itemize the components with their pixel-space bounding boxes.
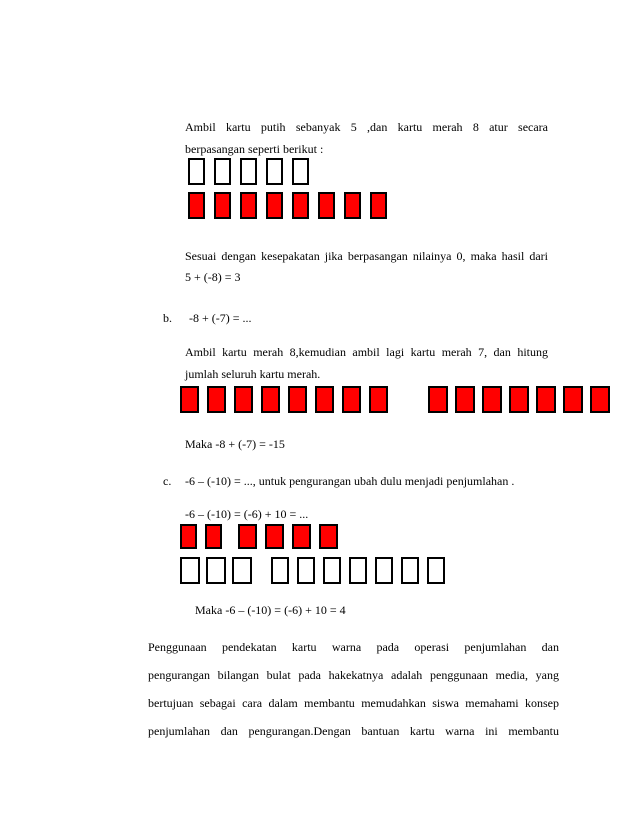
white-card [232, 557, 252, 584]
red-card [238, 524, 257, 549]
white-card [240, 158, 257, 185]
white-card [214, 158, 231, 185]
white-card [427, 557, 445, 584]
white-card [292, 158, 309, 185]
white-card [297, 557, 315, 584]
part-c-result: Maka -6 – (-10) = (-6) + 10 = 4 [195, 603, 346, 617]
red-cards-group-1 [180, 524, 222, 549]
red-card [590, 386, 610, 413]
red-card [180, 524, 197, 549]
white-card [401, 557, 419, 584]
white-cards-row [188, 158, 309, 185]
part-b-question: -8 + (-7) = ... [189, 311, 252, 325]
red-card [292, 524, 311, 549]
part-c-marker: c. [163, 474, 172, 488]
white-card [188, 158, 205, 185]
part-c-conversion: -6 – (-10) = (-6) + 10 = ... [185, 507, 309, 521]
red-card [205, 524, 222, 549]
red-card [428, 386, 448, 413]
part-a-instruction-line1: Ambil kartu putih sebanyak 5 ,dan kartu merah 8 atur secara [185, 120, 548, 134]
red-card [369, 386, 388, 413]
red-card [234, 386, 253, 413]
red-card [188, 192, 205, 219]
red-card [288, 386, 307, 413]
red-card [315, 386, 334, 413]
red-card [342, 386, 361, 413]
part-a-result-line2: 5 + (-8) = 3 [185, 270, 241, 284]
red-card [319, 524, 338, 549]
white-cards-group-2 [271, 557, 445, 584]
red-card [265, 524, 284, 549]
part-c-question: -6 – (-10) = ..., untuk pengurangan ubah dulu menjadi penjumlahan . [185, 474, 515, 488]
closing-line-1: Penggunaan pendekatan kartu warna pada operasi penjumlahan dan [148, 640, 559, 654]
white-card [180, 557, 200, 584]
closing-paragraph [148, 633, 559, 745]
red-card [261, 386, 280, 413]
red-cards-row [188, 192, 387, 219]
white-card [323, 557, 341, 584]
white-cards-group-1 [180, 557, 252, 584]
closing-line-3: bertujuan sebagai cara dalam membantu memudahkan siswa memahami konsep [148, 696, 559, 710]
white-card [349, 557, 367, 584]
red-cards-group-2 [238, 524, 338, 549]
white-card [206, 557, 226, 584]
white-card [266, 158, 283, 185]
part-b-instruction-line2: jumlah seluruh kartu merah. [185, 367, 321, 381]
red-card [482, 386, 502, 413]
part-b-instruction-line1: Ambil kartu merah 8,kemudian ambil lagi kartu merah 7, dan hitung [185, 345, 548, 359]
red-card [455, 386, 475, 413]
red-card [370, 192, 387, 219]
red-card [344, 192, 361, 219]
red-card [292, 192, 309, 219]
red-card [509, 386, 529, 413]
white-card [375, 557, 393, 584]
red-card [536, 386, 556, 413]
red-cards-group-1 [180, 386, 388, 413]
red-card [180, 386, 199, 413]
closing-line-4: penjumlahan dan pengurangan.Dengan bantuan kartu warna ini membantu [148, 724, 559, 738]
part-a-instruction-line2: berpasangan seperti berikut : [185, 142, 324, 156]
red-card [318, 192, 335, 219]
part-b-marker: b. [163, 311, 172, 325]
red-cards-group-2 [428, 386, 610, 413]
part-a-result-line1: Sesuai dengan kesepakatan jika berpasangan nilainya 0, maka hasil dari [185, 249, 548, 263]
red-card [563, 386, 583, 413]
red-card [240, 192, 257, 219]
white-card [271, 557, 289, 584]
red-card [266, 192, 283, 219]
part-b-result: Maka -8 + (-7) = -15 [185, 437, 285, 451]
red-card [214, 192, 231, 219]
red-card [207, 386, 226, 413]
closing-line-2: pengurangan bilangan bulat pada hakekatnya adalah penggunaan media, yang [148, 668, 559, 682]
